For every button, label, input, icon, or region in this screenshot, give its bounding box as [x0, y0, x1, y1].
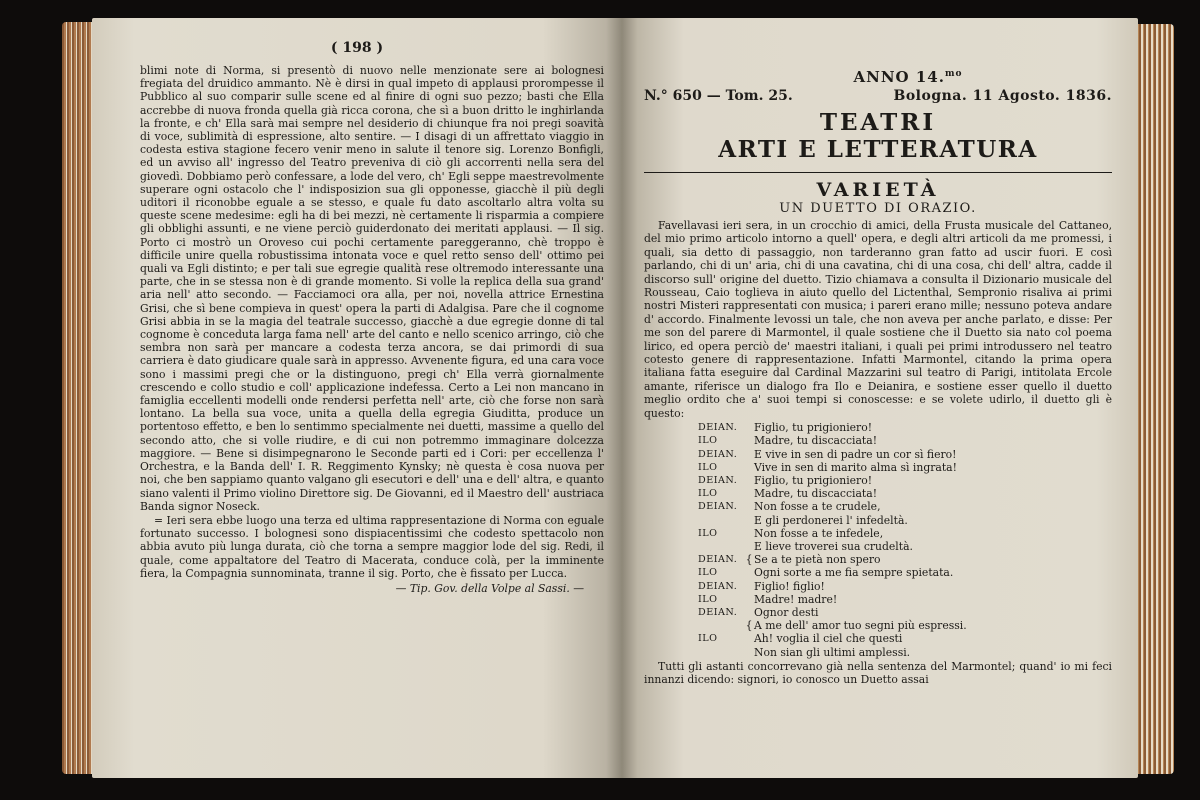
left-page	[92, 18, 622, 778]
speaker-name: DEIAN.	[698, 422, 738, 434]
verse-text: Madre, tu discacciata!	[754, 434, 878, 448]
dialogue-line	[698, 421, 1112, 434]
dialogue-line	[698, 448, 1112, 461]
anno-text: ANNO 14.	[853, 68, 945, 86]
speaker-name	[698, 619, 744, 632]
dialogue-line	[698, 619, 1112, 632]
speaker-name: ILO	[698, 567, 718, 579]
issue-number: N.° 650 — Tom. 25.	[644, 88, 793, 104]
speaker-name: DEIAN.	[698, 606, 738, 618]
speaker-name: ILO	[698, 435, 718, 447]
article-closing	[644, 660, 1112, 687]
verse-text: Non fosse a te crudele,	[754, 500, 881, 514]
verse-brace: {	[745, 553, 753, 567]
dialogue-line	[698, 540, 1112, 553]
verse-brace	[744, 421, 754, 434]
dialogue-line	[698, 606, 1112, 619]
speaker-name: ILO	[698, 488, 718, 500]
verse-text: E vive in sen di padre un cor sì fiero!	[754, 447, 957, 461]
year-of-publication	[644, 68, 1112, 86]
verse-brace	[744, 646, 754, 659]
verse-brace	[744, 487, 754, 500]
verse-brace	[744, 593, 754, 606]
speaker-name	[698, 514, 744, 527]
verse-text: Non sian gli ultimi amplessi.	[754, 645, 911, 659]
left-page-text	[140, 64, 604, 580]
right-page	[622, 18, 1138, 778]
verse-brace	[744, 580, 754, 593]
verse-text: Figlio, tu prigioniero!	[754, 421, 873, 435]
verse-brace	[744, 514, 754, 527]
header-rule	[644, 172, 1112, 173]
verse-text: Figlio, tu prigioniero!	[754, 473, 873, 487]
verse-text: Vive in sen di marito alma sì ingrata!	[754, 460, 957, 474]
verse-brace: {	[745, 619, 753, 633]
verse-brace	[744, 434, 754, 447]
paragraph: blimi note di Norma, si presentò di nuovo nelle menzionate sere ai bolognesi fregiata del druidico ammanto. Nè è dirsi in qual impeto di applausi prorompesse il Pubblico al suo comparir sulle scene ed al finire di ogni suo pezzo; basti che Ella accrebbe di nuova fronda quella già ricca corona, che sì a buon dritto le inghirlanda la fronte, e ch' Ella sarà mai sempre nel desiderio di chiunque fra noi pregi soavità di voce, sublimità di espressione, alto sentire. — I disagi di un affrettato viaggio in codesta estiva stagione fecero venir meno in salute il tenore sig. Lorenzo Bonfigli, ed un avviso all' ingresso del Teatro preveniva di ciò gli accorrenti nella sera del giovedì. Dobbiamo però confessare, a lode del vero, ch' Egli seppe maestrevolmente superare ogni ostacolo che l' indisposizion sua gli opponesse, giacchè il più degli uditori il riconobbe eguale a se stesso, e quale fu dato ascoltarlo altra volta su queste scene medesime: egli ha di bei mezzi, nè certamente li risparmia a compiere gli obblighi assunti, e ne viene perciò guiderdonato dei meritati applausi. — Il sig. Porto ci mostrò un Oroveso cui pochi certamente pareggeranno, chè troppo è difficile unire quella robustissima intonata voce e quel retto senso dell' ottimo pei quali va Egli distinto; e per tali sue egregie qualità rese oltremodo interessante una parte, che in se stessa non è di grande momento. Si volle la replica della sua grand' aria nell' atto secondo. — Facciamoci ora alla, per noi, novella attrice Ernestina Grisi, che sì bene compieva in quest' opera la parti di Adalgisa. Pare che il cognome Grisi abbia in se la magia del teatrale successo, giacchè a due egregie donne di tal cognome è conceduta larga fama nell' arte del canto e nello scenico arringo, ciò che sembra non sarà per mancare a codesta terza ancora, se dai primordi di sua carriera è dato giudicare quale sarà in appresso. Avvenente figura, ed una cara voce sono i massimi pregi che or la distinguono, pregi ch' Ella verrà giornalmente crescendo e collo studio e coll' applicazione indefessa. Certo a Lei non mancano in famiglia eccellenti modelli onde rendersi perfetta nell' arte, ciò che forse non sarà lontano. La bella sua voce, unita a quella della egregia Giuditta, produce un portentoso effetto, e ben lo sentimmo specialmente nei duetti, massime a quello del secondo atto, che si volle riudire, e di cui non potremmo immaginare dolcezza maggiore. — Bene si disimpegnarono le Seconde parti ed i Cori: per eccellenza l' Orchestra, e la Banda dell' I. R. Reggimento Kynsky; nè questa è cosa nuova per noi, che ben sappiamo quanto valgano gli esecutori e dell' una e dell' altra, e quanto siano valenti il Primo violino Direttore sig. De Giovanni, ed il Maestro dell' austriaca Banda signor Noseck.	[140, 64, 604, 513]
verse-brace	[744, 500, 754, 513]
verse-text: Ognor desti	[754, 605, 819, 619]
open-book	[62, 14, 1174, 784]
speaker-name: DEIAN.	[698, 554, 738, 566]
closing-paragraph: Tutti gli astanti concorrevano già nella sentenza del Marmontel; quand' io mi feci innanzi dicendo: signori, io conosco un Duetto assai	[644, 659, 1112, 687]
dialogue-line	[698, 632, 1112, 645]
verse-text: Se a te pietà non spero	[754, 553, 881, 567]
speaker-name: ILO	[698, 527, 718, 539]
dialogue-line	[698, 566, 1112, 579]
left-page-edges	[62, 22, 96, 774]
dialogue-line	[698, 474, 1112, 487]
dialogue-line	[698, 487, 1112, 500]
dialogue-line	[698, 593, 1112, 606]
duet-dialogue	[698, 421, 1112, 659]
speaker-name: DEIAN.	[698, 580, 738, 592]
verse-brace	[744, 540, 754, 553]
verse-text: Ah! voglia il ciel che questi	[754, 632, 903, 646]
dialogue-line	[698, 527, 1112, 540]
speaker-name: DEIAN.	[698, 474, 738, 486]
paragraph: = Ieri sera ebbe luogo una terza ed ultima rappresentazione di Norma con eguale fortunato successo. I bolognesi sono dispiacentissimi che codesto spettacolo non abbia avuto più lunga durata, ciò che torna a sempre maggior lode del sig. Redi, il quale, come appaltatore del Teatro di Macerata, conduce colà, per la imminente fiera, la Compagnia sunnominata, tranne il sig. Porto, che è fissato per Lucca.	[140, 513, 604, 580]
issue-line	[644, 88, 1112, 104]
dialogue-line	[698, 461, 1112, 474]
article-title: UN DUETTO DI ORAZIO.	[779, 201, 977, 216]
verse-brace	[744, 474, 754, 487]
speaker-name: DEIAN.	[698, 501, 738, 513]
verse-text: E lieve troverei sua crudeltà.	[754, 539, 913, 553]
speaker-name: ILO	[698, 633, 718, 645]
masthead-title: TEATRI	[819, 109, 937, 136]
masthead-subtitle: ARTI E LETTERATURA	[718, 136, 1038, 163]
issue-date: Bologna. 11 Agosto. 1836.	[893, 88, 1112, 104]
speaker-name: DEIAN.	[698, 448, 738, 460]
dialogue-line	[698, 553, 1112, 566]
speaker-name	[698, 646, 744, 659]
verse-brace	[744, 606, 754, 619]
dialogue-line	[698, 646, 1112, 659]
dialogue-line	[698, 500, 1112, 513]
article-body	[644, 219, 1112, 420]
verse-brace	[744, 461, 754, 474]
section-title: VARIETÀ	[816, 179, 940, 201]
speaker-name: ILO	[698, 593, 718, 605]
verse-text: E gli perdonerei l' infedeltà.	[754, 513, 908, 527]
verse-text: Non fosse a te infedele,	[754, 526, 884, 540]
printer-imprint: — Tip. Gov. della Volpe al Sassi. —	[395, 581, 584, 595]
verse-text: Madre, tu discacciata!	[754, 487, 878, 501]
right-page-edges	[1136, 24, 1174, 774]
verse-text: Ogni sorte a me fia sempre spietata.	[754, 566, 954, 580]
verse-brace	[744, 448, 754, 461]
dialogue-line	[698, 514, 1112, 527]
anno-superscript: mo	[944, 69, 963, 79]
verse-text: Figlio! figlio!	[754, 579, 825, 593]
article-intro: Favellavasi ieri sera, in un crocchio di amici, della Frusta musicale del Cattaneo, del mio primo articolo intorno a quell' opera, e degli altri articoli da me promessi, i quali, sia detto di passaggio, non tarderanno gran fatto ad uscir fuori. E così parlando, chi di un' aria, chi di una cavatina, chi di una cosa, chi dell' altra, cadde il discorso sull' origine del duetto. Tizio chiamava a consulta il Dizionario musicale del Rousseau, Caio toglieva in aiuto quello del Lictenthal, Sempronio risaliva ai primi nostri Misteri rappresentati con musica; i pareri erano mille; nessuno poteva andare d' accordo. Finalmente levossi un tale, che non aveva per anche parlato, e disse: Per me son del parere di Marmontel, il quale sostiene che il Duetto sia nato col poema lirico, ed opera perciò de' maestri italiani, i quali pei primi introdussero nel teatro cotesto genere di rappresentazione. Infatti Marmontel, citando la prima opera italiana fatta eseguire dal Cardinal Mazzarini sul teatro di Parigi, intitolata Ercole amante, riferisce un dialogo fra Ilo e Deianira, e sostiene esser quello il duetto meglio ordito che a' suoi tempi si conoscesse: e se volete udirlo, il duetto gli è questo:	[644, 219, 1112, 420]
verse-text: Madre! madre!	[754, 592, 838, 606]
dialogue-line	[698, 580, 1112, 593]
speaker-name: ILO	[698, 461, 718, 473]
verse-brace	[744, 527, 754, 540]
speaker-name	[698, 540, 744, 553]
verse-brace	[744, 566, 754, 579]
verse-text: A me dell' amor tuo segni più espressi.	[754, 619, 967, 633]
page-number: ( 198 )	[330, 40, 384, 56]
verse-brace	[744, 632, 754, 645]
dialogue-line	[698, 434, 1112, 447]
